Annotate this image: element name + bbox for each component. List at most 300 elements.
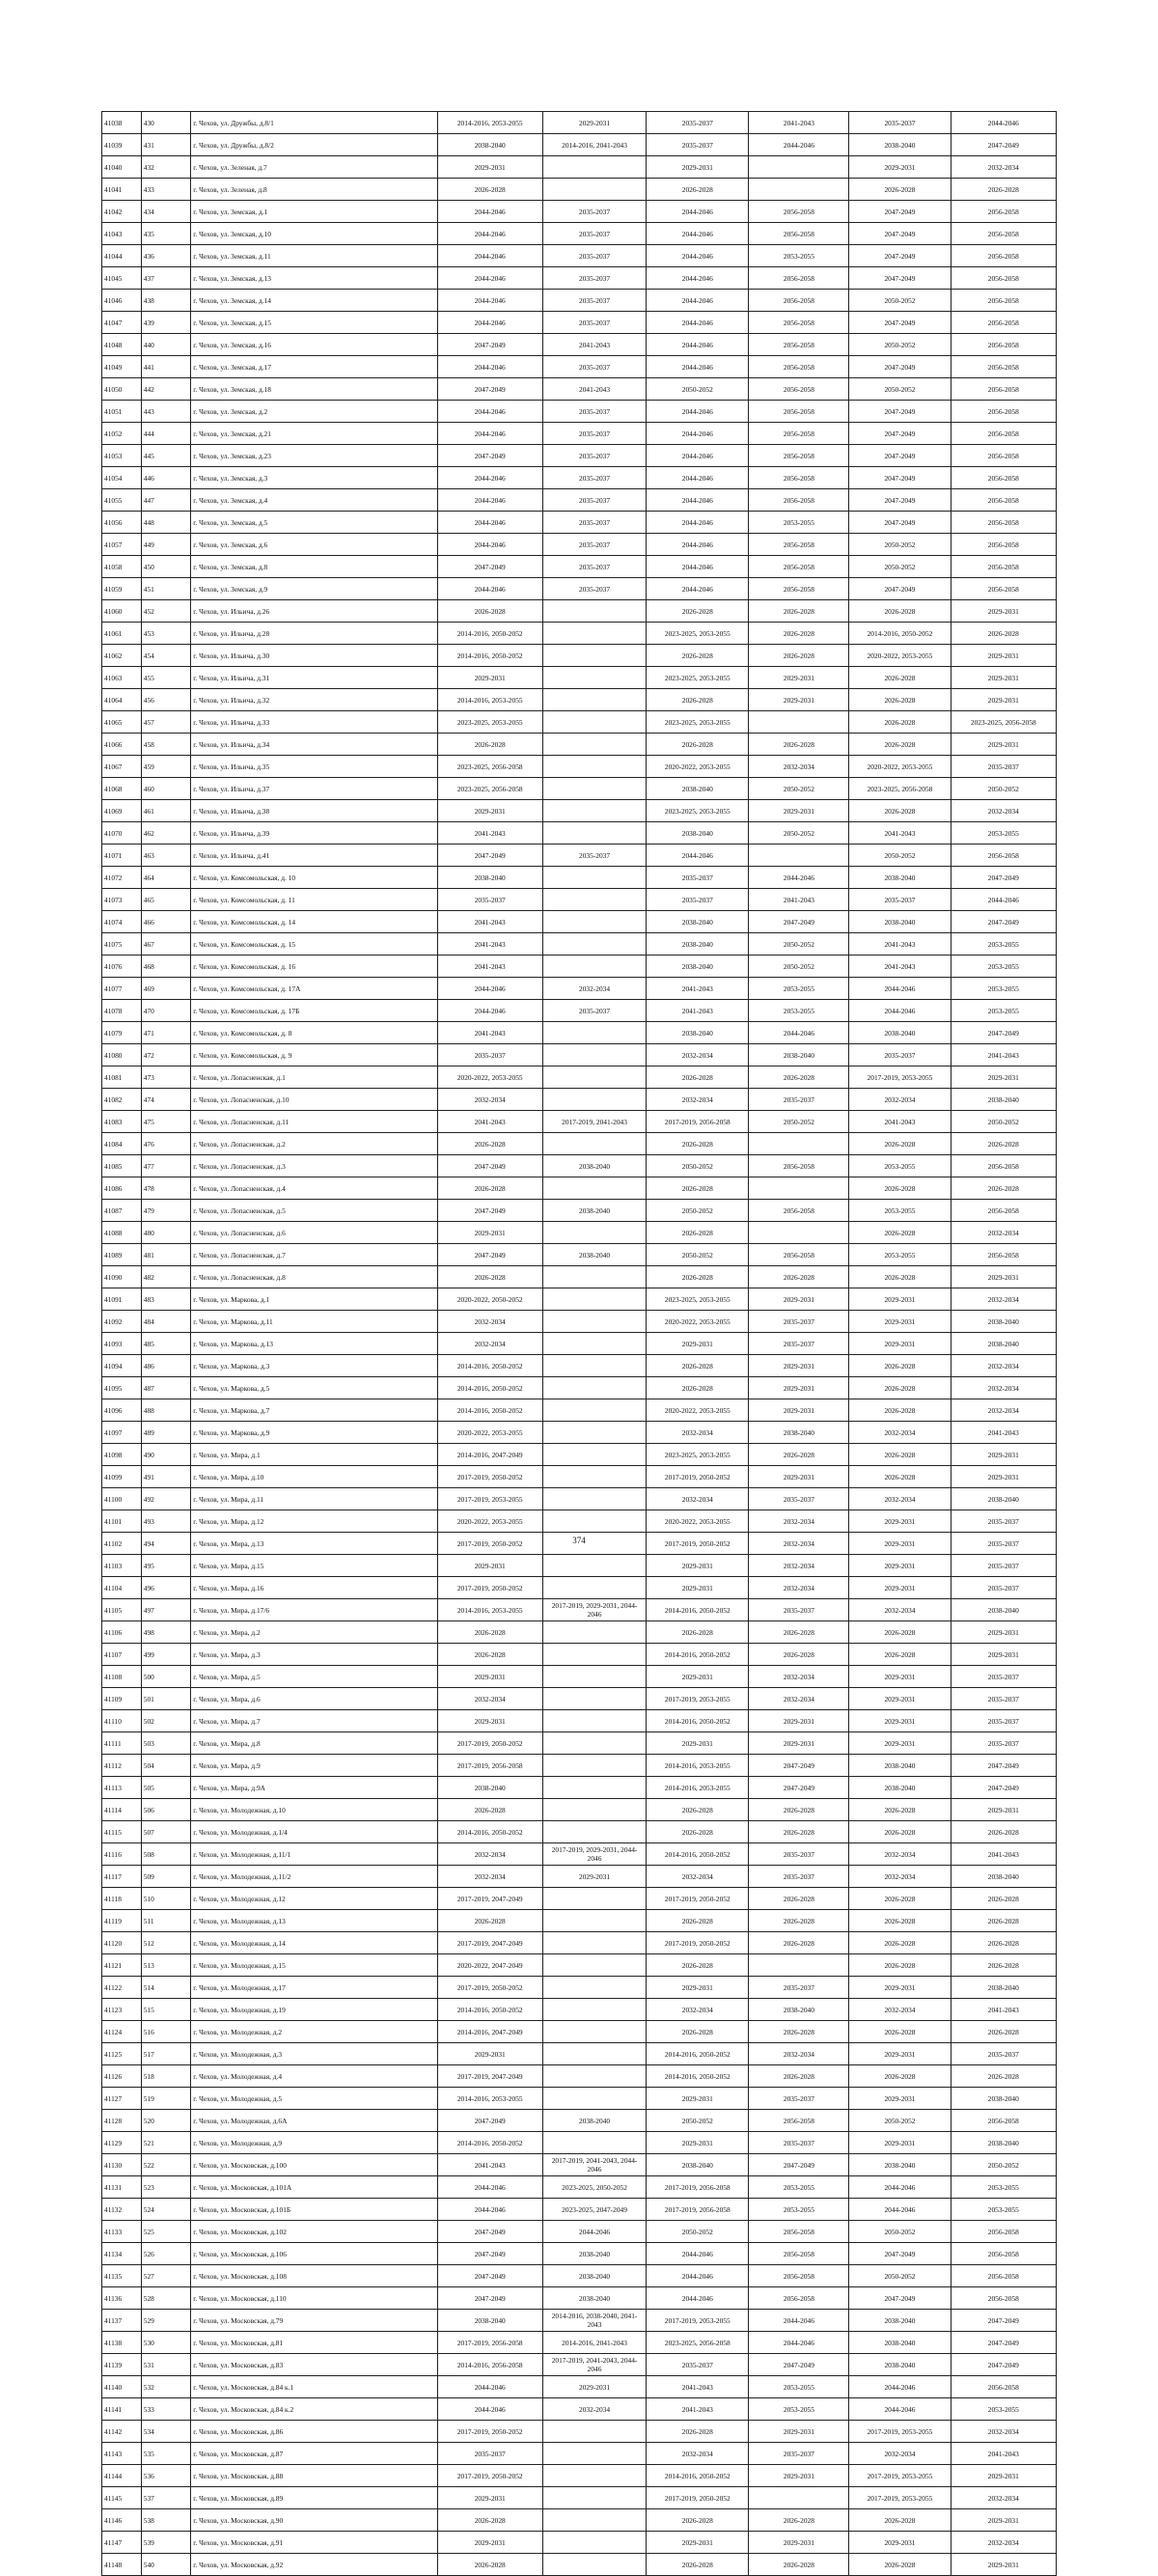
period-1-cell: 2044-2046 <box>437 223 542 245</box>
address-cell: г. Чехов, ул. Комсомольская, д. 17А <box>191 978 437 1000</box>
period-2-cell: 2017-2019, 2041-2043, 2044-2046 <box>542 2154 646 2176</box>
schedule-table <box>101 111 1057 2576</box>
period-2-cell: 2044-2046 <box>542 2221 646 2243</box>
period-1-cell: 2014-2016, 2050-2052 <box>437 1399 542 1422</box>
address-cell: г. Чехов, ул. Мира, д.12 <box>191 1510 437 1533</box>
item-number-cell: 473 <box>141 1066 190 1089</box>
period-3-cell: 2020-2022, 2053-2055 <box>647 1510 749 1533</box>
period-5-cell: 2038-2040 <box>849 1755 951 1777</box>
period-6-cell: 2056-2058 <box>951 267 1056 290</box>
period-2-cell: 2035-2037 <box>542 356 646 378</box>
period-1-cell: 2029-2031 <box>437 800 542 822</box>
period-5-cell: 2050-2052 <box>849 2221 951 2243</box>
period-3-cell: 2044-2046 <box>647 401 749 423</box>
table-row <box>102 1799 1057 1821</box>
record-id-cell: 41101 <box>102 1510 142 1533</box>
period-2-cell <box>542 1089 646 1111</box>
period-6-cell: 2032-2034 <box>951 2532 1056 2554</box>
table-row <box>102 689 1057 711</box>
record-id-cell: 41089 <box>102 1244 142 1266</box>
period-2-cell: 2035-2037 <box>542 401 646 423</box>
table-row <box>102 1954 1057 1977</box>
record-id-cell: 41126 <box>102 2065 142 2088</box>
address-cell: г. Чехов, ул. Московская, д.92 <box>191 2554 437 2576</box>
period-4-cell: 2032-2034 <box>749 1577 849 1599</box>
item-number-cell: 520 <box>141 2110 190 2132</box>
record-id-cell: 41052 <box>102 423 142 445</box>
period-3-cell: 2017-2019, 2056-2058 <box>647 1111 749 1133</box>
period-4-cell: 2056-2058 <box>749 1200 849 1222</box>
period-5-cell: 2026-2028 <box>849 2509 951 2532</box>
period-4-cell <box>749 2487 849 2509</box>
period-1-cell: 2044-2046 <box>437 245 542 267</box>
period-4-cell: 2026-2028 <box>749 1621 849 1644</box>
period-6-cell: 2056-2058 <box>951 423 1056 445</box>
record-id-cell: 41145 <box>102 2487 142 2509</box>
period-1-cell: 2017-2019, 2050-2052 <box>437 1577 542 1599</box>
period-3-cell: 2026-2028 <box>647 1133 749 1155</box>
period-5-cell: 2050-2052 <box>849 845 951 867</box>
period-1-cell: 2044-2046 <box>437 201 542 223</box>
period-4-cell: 2035-2037 <box>749 2132 849 2154</box>
period-6-cell: 2029-2031 <box>951 1466 1056 1488</box>
table-row <box>102 1710 1057 1732</box>
period-3-cell: 2041-2043 <box>647 978 749 1000</box>
period-3-cell: 2026-2028 <box>647 1222 749 1244</box>
period-1-cell: 2044-2046 <box>437 356 542 378</box>
table-row <box>102 2354 1057 2376</box>
period-6-cell: 2041-2043 <box>951 2443 1056 2465</box>
record-id-cell: 41100 <box>102 1488 142 1510</box>
address-cell: г. Чехов, ул. Мира, д.17/6 <box>191 1599 437 1621</box>
period-6-cell: 2056-2058 <box>951 401 1056 423</box>
table-row <box>102 2310 1057 2332</box>
period-5-cell: 2047-2049 <box>849 423 951 445</box>
period-3-cell: 2014-2016, 2050-2052 <box>647 1710 749 1732</box>
period-4-cell: 2041-2043 <box>749 889 849 911</box>
period-3-cell: 2029-2031 <box>647 1732 749 1755</box>
record-id-cell: 41144 <box>102 2465 142 2487</box>
period-1-cell: 2014-2016, 2056-2058 <box>437 2354 542 2376</box>
period-2-cell <box>542 1999 646 2021</box>
table-row <box>102 1910 1057 1932</box>
table-row <box>102 2376 1057 2398</box>
address-cell: г. Чехов, ул. Маркова, д.1 <box>191 1288 437 1311</box>
period-4-cell: 2056-2058 <box>749 401 849 423</box>
record-id-cell: 41119 <box>102 1910 142 1932</box>
period-4-cell: 2026-2028 <box>749 734 849 756</box>
table-row <box>102 2110 1057 2132</box>
period-4-cell: 2047-2049 <box>749 2354 849 2376</box>
period-1-cell: 2014-2016, 2050-2052 <box>437 1377 542 1399</box>
period-4-cell: 2032-2034 <box>749 756 849 778</box>
period-4-cell: 2029-2031 <box>749 2421 849 2443</box>
period-3-cell: 2035-2037 <box>647 867 749 889</box>
item-number-cell: 438 <box>141 290 190 312</box>
period-4-cell: 2056-2058 <box>749 312 849 334</box>
record-id-cell: 41099 <box>102 1466 142 1488</box>
period-5-cell: 2032-2034 <box>849 1999 951 2021</box>
table-row <box>102 1732 1057 1755</box>
period-1-cell: 2044-2046 <box>437 978 542 1000</box>
period-3-cell: 2014-2016, 2050-2052 <box>647 2465 749 2487</box>
period-3-cell: 2017-2019, 2050-2052 <box>647 2487 749 2509</box>
period-1-cell: 2023-2025, 2056-2058 <box>437 756 542 778</box>
period-4-cell: 2032-2034 <box>749 1688 849 1710</box>
table-row <box>102 822 1057 845</box>
period-2-cell <box>542 1422 646 1444</box>
address-cell: г. Чехов, ул. Ильича, д.26 <box>191 600 437 623</box>
item-number-cell: 459 <box>141 756 190 778</box>
period-1-cell: 2044-2046 <box>437 423 542 445</box>
table-row <box>102 2176 1057 2199</box>
address-cell: г. Чехов, ул. Московская, д.83 <box>191 2354 437 2376</box>
period-5-cell: 2026-2028 <box>849 800 951 822</box>
address-cell: г. Чехов, ул. Мира, д.10 <box>191 1466 437 1488</box>
period-1-cell: 2017-2019, 2056-2058 <box>437 2332 542 2354</box>
item-number-cell: 430 <box>141 112 190 134</box>
period-6-cell: 2026-2028 <box>951 1821 1056 1843</box>
period-3-cell: 2026-2028 <box>647 2509 749 2532</box>
period-2-cell <box>542 179 646 201</box>
record-id-cell: 41120 <box>102 1932 142 1954</box>
period-4-cell: 2032-2034 <box>749 1510 849 1533</box>
record-id-cell: 41127 <box>102 2088 142 2110</box>
period-2-cell: 2041-2043 <box>542 378 646 401</box>
period-5-cell: 2020-2022, 2053-2055 <box>849 756 951 778</box>
item-number-cell: 478 <box>141 1177 190 1200</box>
item-number-cell: 485 <box>141 1333 190 1355</box>
period-6-cell: 2035-2037 <box>951 1666 1056 1688</box>
item-number-cell: 451 <box>141 578 190 600</box>
period-6-cell: 2056-2058 <box>951 556 1056 578</box>
period-1-cell: 2047-2049 <box>437 2287 542 2310</box>
period-5-cell: 2038-2040 <box>849 134 951 156</box>
address-cell: г. Чехов, ул. Ильича, д.41 <box>191 845 437 867</box>
record-id-cell: 41084 <box>102 1133 142 1155</box>
period-1-cell: 2026-2028 <box>437 179 542 201</box>
period-4-cell <box>749 711 849 734</box>
address-cell: г. Чехов, ул. Лопасненская, д.3 <box>191 1155 437 1177</box>
period-5-cell: 2053-2055 <box>849 1200 951 1222</box>
period-2-cell: 2035-2037 <box>542 312 646 334</box>
item-number-cell: 460 <box>141 778 190 800</box>
table-row <box>102 1843 1057 1866</box>
period-1-cell: 2029-2031 <box>437 156 542 179</box>
period-3-cell: 2044-2046 <box>647 312 749 334</box>
period-6-cell: 2035-2037 <box>951 1533 1056 1555</box>
period-5-cell: 2026-2028 <box>849 1644 951 1666</box>
table-row <box>102 867 1057 889</box>
period-4-cell: 2056-2058 <box>749 556 849 578</box>
address-cell: г. Чехов, ул. Московская, д.90 <box>191 2509 437 2532</box>
period-2-cell <box>542 1977 646 1999</box>
record-id-cell: 41071 <box>102 845 142 867</box>
record-id-cell: 41141 <box>102 2398 142 2421</box>
period-4-cell: 2041-2043 <box>749 112 849 134</box>
record-id-cell: 41094 <box>102 1355 142 1377</box>
table-row <box>102 1688 1057 1710</box>
period-2-cell <box>542 1888 646 1910</box>
period-4-cell: 2047-2049 <box>749 1755 849 1777</box>
period-2-cell <box>542 1022 646 1044</box>
period-1-cell: 2032-2034 <box>437 1333 542 1355</box>
address-cell: г. Чехов, ул. Молодежная, д.1/4 <box>191 1821 437 1843</box>
item-number-cell: 432 <box>141 156 190 179</box>
period-2-cell <box>542 2487 646 2509</box>
period-3-cell: 2026-2028 <box>647 1910 749 1932</box>
period-2-cell <box>542 1710 646 1732</box>
record-id-cell: 41116 <box>102 1843 142 1866</box>
period-4-cell: 2035-2037 <box>749 1488 849 1510</box>
period-6-cell: 2053-2055 <box>951 1000 1056 1022</box>
table-row <box>102 1599 1057 1621</box>
record-id-cell: 41083 <box>102 1111 142 1133</box>
address-cell: г. Чехов, ул. Мира, д.8 <box>191 1732 437 1755</box>
item-number-cell: 488 <box>141 1399 190 1422</box>
item-number-cell: 437 <box>141 267 190 290</box>
record-id-cell: 41113 <box>102 1777 142 1799</box>
address-cell: г. Чехов, ул. Мира, д.1 <box>191 1444 437 1466</box>
period-3-cell: 2026-2028 <box>647 1355 749 1377</box>
period-3-cell: 2023-2025, 2053-2055 <box>647 667 749 689</box>
period-6-cell: 2026-2028 <box>951 2021 1056 2043</box>
period-2-cell <box>542 2532 646 2554</box>
period-4-cell: 2026-2028 <box>749 1266 849 1288</box>
item-number-cell: 534 <box>141 2421 190 2443</box>
period-4-cell: 2029-2031 <box>749 2465 849 2487</box>
table-row <box>102 378 1057 401</box>
period-6-cell: 2053-2055 <box>951 2398 1056 2421</box>
address-cell: г. Чехов, ул. Московская, д.84 к.2 <box>191 2398 437 2421</box>
period-3-cell: 2026-2028 <box>647 1177 749 1200</box>
record-id-cell: 41096 <box>102 1399 142 1422</box>
item-number-cell: 529 <box>141 2310 190 2332</box>
table-row <box>102 423 1057 445</box>
item-number-cell: 521 <box>141 2132 190 2154</box>
period-1-cell: 2017-2019, 2050-2052 <box>437 1533 542 1555</box>
period-3-cell: 2032-2034 <box>647 1089 749 1111</box>
address-cell: г. Чехов, ул. Московская, д.87 <box>191 2443 437 2465</box>
address-cell: г. Чехов, ул. Земская, д.23 <box>191 445 437 467</box>
item-number-cell: 466 <box>141 911 190 933</box>
item-number-cell: 514 <box>141 1977 190 1999</box>
period-1-cell: 2020-2022, 2053-2055 <box>437 1510 542 1533</box>
period-3-cell: 2032-2034 <box>647 1488 749 1510</box>
period-6-cell: 2056-2058 <box>951 1155 1056 1177</box>
period-6-cell: 2056-2058 <box>951 845 1056 867</box>
table-row <box>102 1244 1057 1266</box>
item-number-cell: 509 <box>141 1866 190 1888</box>
period-1-cell: 2026-2028 <box>437 734 542 756</box>
address-cell: г. Чехов, ул. Мира, д.9А <box>191 1777 437 1799</box>
record-id-cell: 41131 <box>102 2176 142 2199</box>
period-6-cell: 2047-2049 <box>951 2310 1056 2332</box>
period-3-cell: 2023-2025, 2056-2058 <box>647 2332 749 2354</box>
record-id-cell: 41132 <box>102 2199 142 2221</box>
period-1-cell: 2017-2019, 2053-2055 <box>437 1488 542 1510</box>
period-4-cell: 2050-2052 <box>749 1111 849 1133</box>
item-number-cell: 516 <box>141 2021 190 2043</box>
period-3-cell: 2038-2040 <box>647 1022 749 1044</box>
period-4-cell: 2026-2028 <box>749 623 849 645</box>
item-number-cell: 435 <box>141 223 190 245</box>
period-1-cell: 2044-2046 <box>437 2398 542 2421</box>
period-1-cell: 2044-2046 <box>437 2176 542 2199</box>
period-3-cell: 2020-2022, 2053-2055 <box>647 1311 749 1333</box>
period-4-cell: 2032-2034 <box>749 1555 849 1577</box>
period-5-cell: 2044-2046 <box>849 978 951 1000</box>
period-5-cell: 2017-2019, 2053-2055 <box>849 2487 951 2509</box>
period-6-cell: 2047-2049 <box>951 1777 1056 1799</box>
table-row <box>102 1821 1057 1843</box>
record-id-cell: 41064 <box>102 689 142 711</box>
period-5-cell: 2029-2031 <box>849 1710 951 1732</box>
record-id-cell: 41121 <box>102 1954 142 1977</box>
item-number-cell: 443 <box>141 401 190 423</box>
item-number-cell: 465 <box>141 889 190 911</box>
period-4-cell: 2056-2058 <box>749 489 849 512</box>
period-2-cell: 2035-2037 <box>542 267 646 290</box>
period-1-cell: 2014-2016, 2050-2052 <box>437 1999 542 2021</box>
period-4-cell: 2026-2028 <box>749 645 849 667</box>
period-4-cell: 2035-2037 <box>749 1866 849 1888</box>
period-1-cell: 2047-2049 <box>437 1244 542 1266</box>
item-number-cell: 495 <box>141 1555 190 1577</box>
period-6-cell: 2044-2046 <box>951 112 1056 134</box>
period-2-cell <box>542 2088 646 2110</box>
period-2-cell <box>542 2021 646 2043</box>
record-id-cell: 41050 <box>102 378 142 401</box>
period-2-cell <box>542 1444 646 1466</box>
item-number-cell: 464 <box>141 867 190 889</box>
period-4-cell: 2050-2052 <box>749 822 849 845</box>
address-cell: г. Чехов, ул. Молодежная, д.10 <box>191 1799 437 1821</box>
address-cell: г. Чехов, ул. Земская, д.13 <box>191 267 437 290</box>
period-6-cell: 2038-2040 <box>951 2088 1056 2110</box>
period-4-cell: 2029-2031 <box>749 800 849 822</box>
address-cell: г. Чехов, ул. Комсомольская, д. 11 <box>191 889 437 911</box>
table-row <box>102 2421 1057 2443</box>
period-2-cell: 2014-2016, 2038-2040, 2041-2043 <box>542 2310 646 2332</box>
period-2-cell <box>542 1399 646 1422</box>
address-cell: г. Чехов, ул. Земская, д.1 <box>191 201 437 223</box>
period-6-cell: 2056-2058 <box>951 2265 1056 2287</box>
period-5-cell: 2032-2034 <box>849 1843 951 1866</box>
table-row <box>102 778 1057 800</box>
period-5-cell: 2026-2028 <box>849 1621 951 1644</box>
item-number-cell: 540 <box>141 2554 190 2576</box>
record-id-cell: 41123 <box>102 1999 142 2021</box>
period-1-cell: 2044-2046 <box>437 1000 542 1022</box>
period-2-cell <box>542 2043 646 2065</box>
period-6-cell: 2047-2049 <box>951 867 1056 889</box>
record-id-cell: 41095 <box>102 1377 142 1399</box>
period-3-cell: 2026-2028 <box>647 2021 749 2043</box>
address-cell: г. Чехов, ул. Земская, д.10 <box>191 223 437 245</box>
period-3-cell: 2026-2028 <box>647 2554 749 2576</box>
period-3-cell: 2038-2040 <box>647 911 749 933</box>
record-id-cell: 41063 <box>102 667 142 689</box>
period-3-cell: 2029-2031 <box>647 2132 749 2154</box>
period-6-cell: 2029-2031 <box>951 1621 1056 1644</box>
table-row <box>102 1200 1057 1222</box>
address-cell: г. Чехов, ул. Ильича, д.31 <box>191 667 437 689</box>
item-number-cell: 501 <box>141 1688 190 1710</box>
table-row <box>102 978 1057 1000</box>
period-2-cell <box>542 933 646 956</box>
table-row <box>102 1044 1057 1066</box>
address-cell: г. Чехов, ул. Лопасненская, д.8 <box>191 1266 437 1288</box>
period-6-cell: 2035-2037 <box>951 756 1056 778</box>
period-3-cell: 2050-2052 <box>647 1155 749 1177</box>
record-id-cell: 41044 <box>102 245 142 267</box>
record-id-cell: 41102 <box>102 1533 142 1555</box>
period-4-cell: 2050-2052 <box>749 778 849 800</box>
period-5-cell: 2038-2040 <box>849 2310 951 2332</box>
period-4-cell: 2029-2031 <box>749 1355 849 1377</box>
period-1-cell: 2020-2022, 2050-2052 <box>437 1288 542 1311</box>
period-4-cell: 2053-2055 <box>749 245 849 267</box>
period-6-cell: 2056-2058 <box>951 2243 1056 2265</box>
period-4-cell: 2029-2031 <box>749 667 849 689</box>
period-1-cell: 2047-2049 <box>437 1200 542 1222</box>
address-cell: г. Чехов, ул. Лопасненская, д.6 <box>191 1222 437 1244</box>
table-row <box>102 401 1057 423</box>
record-id-cell: 41143 <box>102 2443 142 2465</box>
item-number-cell: 533 <box>141 2398 190 2421</box>
period-2-cell <box>542 2132 646 2154</box>
record-id-cell: 41092 <box>102 1311 142 1333</box>
record-id-cell: 41054 <box>102 467 142 489</box>
period-5-cell: 2026-2028 <box>849 1466 951 1488</box>
period-4-cell: 2053-2055 <box>749 512 849 534</box>
address-cell: г. Чехов, ул. Ильича, д.39 <box>191 822 437 845</box>
period-4-cell: 2029-2031 <box>749 1710 849 1732</box>
period-5-cell: 2026-2028 <box>849 1888 951 1910</box>
address-cell: г. Чехов, ул. Лопасненская, д.5 <box>191 1200 437 1222</box>
period-6-cell: 2029-2031 <box>951 2509 1056 2532</box>
table-row <box>102 2265 1057 2287</box>
address-cell: г. Чехов, ул. Комсомольская, д. 15 <box>191 933 437 956</box>
item-number-cell: 535 <box>141 2443 190 2465</box>
item-number-cell: 449 <box>141 534 190 556</box>
period-3-cell: 2032-2034 <box>647 1866 749 1888</box>
period-1-cell: 2044-2046 <box>437 401 542 423</box>
item-number-cell: 528 <box>141 2287 190 2310</box>
period-5-cell: 2017-2019, 2053-2055 <box>849 1066 951 1089</box>
period-1-cell: 2029-2031 <box>437 1710 542 1732</box>
period-4-cell: 2029-2031 <box>749 1466 849 1488</box>
item-number-cell: 484 <box>141 1311 190 1333</box>
period-1-cell: 2017-2019, 2050-2052 <box>437 1466 542 1488</box>
period-1-cell: 2020-2022, 2053-2055 <box>437 1422 542 1444</box>
record-id-cell: 41139 <box>102 2354 142 2376</box>
address-cell: г. Чехов, ул. Молодежная, д.13 <box>191 1910 437 1932</box>
period-2-cell: 2029-2031 <box>542 2376 646 2398</box>
period-1-cell: 2029-2031 <box>437 1222 542 1244</box>
item-number-cell: 472 <box>141 1044 190 1066</box>
item-number-cell: 431 <box>141 134 190 156</box>
period-2-cell: 2023-2025, 2050-2052 <box>542 2176 646 2199</box>
period-3-cell: 2014-2016, 2050-2052 <box>647 1843 749 1866</box>
table-row <box>102 534 1057 556</box>
period-1-cell: 2047-2049 <box>437 2110 542 2132</box>
period-1-cell: 2026-2028 <box>437 1621 542 1644</box>
item-number-cell: 475 <box>141 1111 190 1133</box>
period-2-cell <box>542 734 646 756</box>
record-id-cell: 41125 <box>102 2043 142 2065</box>
